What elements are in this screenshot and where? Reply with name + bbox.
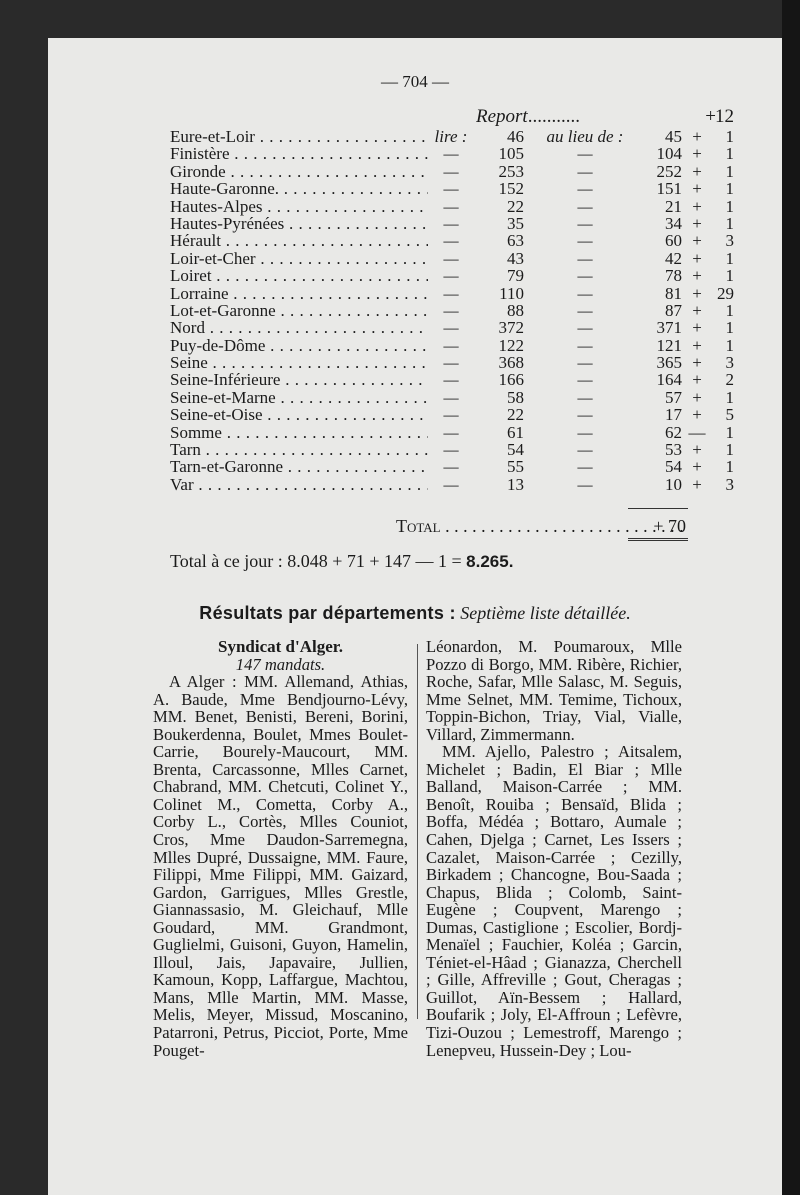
difference-value: 1 [725, 335, 734, 355]
total-rule-top [628, 508, 688, 509]
department-name: Hautes-Pyrénées . . . [170, 215, 428, 233]
difference-value: 1 [725, 127, 734, 146]
department-name: Loiret . . . [170, 267, 428, 285]
table-row [170, 406, 740, 423]
difference-sign: + [692, 440, 702, 460]
difference-sign: + [692, 248, 702, 268]
difference-sign: + [692, 213, 702, 233]
new-value: 22 [507, 196, 524, 216]
au-lieu-column: — [577, 370, 593, 390]
difference-value: 1 [725, 300, 734, 320]
old-value: 53 [665, 440, 682, 460]
difference-value: 29 [717, 283, 734, 303]
au-lieu-column: — [577, 318, 593, 338]
syndicat-title: Syndicat d'Alger. [217, 637, 343, 656]
lire-column: — [443, 318, 459, 338]
new-value: 58 [507, 387, 524, 407]
difference-value: 1 [725, 266, 734, 286]
table-row [170, 232, 740, 249]
department-name: Loir-et-Cher . . . [170, 250, 428, 268]
lire-column: — [443, 196, 459, 216]
heading-italic: Septième liste détaillée. [460, 603, 631, 623]
left-column [153, 638, 408, 1059]
new-value: 35 [507, 213, 524, 233]
au-lieu-column: au lieu de : [546, 127, 624, 146]
column-divider [417, 644, 418, 1019]
lire-column: — [443, 179, 459, 199]
difference-sign: + [692, 370, 702, 390]
new-value: 372 [498, 318, 524, 338]
report-label: Report [476, 106, 528, 127]
new-value: 43 [507, 248, 524, 268]
department-name: Seine-et-Oise . . . [170, 406, 428, 424]
table-row [170, 285, 740, 302]
au-lieu-column: — [577, 300, 593, 320]
department-name: Haute-Garonne. . . . [170, 180, 428, 198]
table-row [170, 267, 740, 284]
left-column-text: A Alger : MM. Allemand, Athias, A. Baude, Mme Bendjourno-Lévy, MM. Benet, Benisti, Bereni, Borini, Boukerdenna, Boulet, Mmes Boulet-Carrie, Bourely-Maucourt, MM. Brenta, Carcassonne, Mlles Carnet, Chabrand, MM. Chetcuti, Colinet Y., Colinet M., Cometta, Corby A., Corby L., Cortès, Mlles Couniot, Cros, Mme Daudon-Sarremegna, Mlles Dupré, Dussaigne, MM. Faure, Filippi, Mme Filippi, MM. Gaizard, Gardon, Garrigues, Mlles Grestle, Giannassasio, M. Gleichauf, Mlle Goudard, MM. Grandmont, Guglielmi, Guisoni, Guyon, Hamelin, Illoul, Jais, Japavaire, Jullien, Kamoun, Kopp, Laffargue, Machtou, Mans, Mlle Martin, MM. Masse, Melis, Meyer, Missud, Moscanino, Patarroni, Petrus, Picciot, Porte, Mme Pouget- [153, 672, 408, 1060]
lire-column: — [443, 161, 459, 181]
au-lieu-column: — [577, 335, 593, 355]
new-value: 88 [507, 300, 524, 320]
new-value: 105 [498, 144, 524, 164]
page-number: — 704 — [381, 72, 449, 91]
grand-total-text: Total à ce jour : 8.048 + 71 + 147 — 1 = [170, 551, 467, 571]
difference-value: 1 [725, 422, 734, 442]
table-row [170, 128, 740, 145]
au-lieu-column: — [577, 283, 593, 303]
difference-sign: + [692, 196, 702, 216]
old-value: 164 [656, 370, 682, 390]
old-value: 34 [665, 213, 682, 233]
new-value: 54 [507, 440, 524, 460]
old-value: 45 [665, 127, 682, 146]
au-lieu-column: — [577, 196, 593, 216]
new-value: 122 [498, 335, 524, 355]
department-name: Eure-et-Loir . . . [170, 128, 428, 146]
difference-value: 1 [725, 179, 734, 199]
department-name: Nord . . . [170, 319, 428, 337]
new-value: 110 [499, 283, 524, 303]
table-row [170, 371, 740, 388]
table-row [170, 354, 740, 371]
difference-value: 1 [725, 248, 734, 268]
au-lieu-column: — [577, 405, 593, 425]
difference-sign: + [692, 335, 702, 355]
mandats-count: 147 mandats. [235, 654, 326, 674]
lire-column: — [443, 370, 459, 390]
difference-sign: + [692, 457, 702, 477]
correction-table [170, 128, 740, 493]
old-value: 60 [665, 231, 682, 251]
report-value: 12 [715, 106, 734, 127]
difference-sign: + [692, 283, 702, 303]
new-value: 166 [498, 370, 524, 390]
page-edge-strip [782, 0, 800, 1195]
lire-column: — [443, 213, 459, 233]
difference-value: 5 [725, 405, 734, 425]
au-lieu-column: — [577, 179, 593, 199]
table-row [170, 180, 740, 197]
new-value: 55 [507, 457, 524, 477]
department-name: Seine-Inférieure . . . [170, 371, 428, 389]
new-value: 368 [498, 353, 524, 373]
au-lieu-column: — [577, 353, 593, 373]
department-name: Tarn . . . [170, 441, 428, 459]
difference-value: 3 [725, 353, 734, 373]
old-value: 104 [656, 144, 682, 164]
old-value: 17 [665, 405, 682, 425]
table-row [170, 215, 740, 232]
new-value: 46 [507, 127, 524, 146]
difference-sign: + [692, 266, 702, 286]
old-value: 62 [665, 422, 682, 442]
new-value: 152 [498, 179, 524, 199]
new-value: 13 [507, 474, 524, 494]
new-value: 253 [498, 161, 524, 181]
grand-total-result: 8.265. [466, 552, 514, 571]
right-column-text-2: MM. Ajello, Palestro ; Aitsalem, Michelet ; Badin, El Biar ; Mlle Balland, Maison-Carrée ; MM. Benoît, Rouiba ; Bensaïd, Blida ; Boffa, Médéa ; Bottaro, Aumale ; Cahen, Djelga ; Carnet, Les Issers ; Cazalet, Maison-Carrée ; Cezilly, Birkadem ; Chancogne, Bou-Saada ; Chapus, Blida ; Colomb, Saint-Eugène ; Coupvent, Marengo ; Dumas, Castiglione ; Escolier, Bordj-Menaïel ; Fauchier, Koléa ; Garcin, Téniet-el-Hâad ; Gianazza, Cherchell ; Gille, Affreville ; Gout, Cheragas ; Guillot, Aïn-Bessem ; Hallard, Boufarik ; Joly, El-Affroun ; Lefèvre, Tizi-Ouzou ; Lemestroff, Marengo ; Lenepveu, Hussein-Dey ; Lou- [426, 742, 682, 1060]
old-value: 57 [665, 387, 682, 407]
total-value: + 70 [653, 516, 686, 536]
difference-sign: + [692, 231, 702, 251]
difference-sign: + [692, 353, 702, 373]
old-value: 371 [656, 318, 682, 338]
total-label: Total [396, 516, 441, 536]
old-value: 365 [656, 353, 682, 373]
table-row [170, 424, 740, 441]
old-value: 78 [665, 266, 682, 286]
lire-column: — [443, 144, 459, 164]
department-name: Lot-et-Garonne . . . [170, 302, 428, 320]
lire-column: — [443, 353, 459, 373]
table-row [170, 250, 740, 267]
lire-column: — [443, 457, 459, 477]
department-name: Seine-et-Marne . . . [170, 389, 428, 407]
old-value: 121 [656, 335, 682, 355]
new-value: 61 [507, 422, 524, 442]
difference-value: 1 [725, 318, 734, 338]
lire-column: — [443, 248, 459, 268]
difference-sign: — [688, 422, 706, 442]
lire-column: — [443, 440, 459, 460]
department-name: Hérault . . . [170, 232, 428, 250]
difference-sign: + [692, 474, 702, 494]
lire-column: — [443, 231, 459, 251]
difference-value: 1 [725, 161, 734, 181]
table-row [170, 198, 740, 215]
department-name: Lorraine . . . [170, 285, 428, 303]
department-name: Puy-de-Dôme . . . [170, 337, 428, 355]
au-lieu-column: — [577, 231, 593, 251]
department-name: Seine . . . [170, 354, 428, 372]
department-name: Var . . . [170, 476, 428, 494]
difference-sign: + [692, 144, 702, 164]
heading-bold: Résultats par départements : [199, 603, 456, 623]
lire-column: — [443, 283, 459, 303]
difference-sign: + [692, 127, 702, 146]
old-value: 81 [665, 283, 682, 303]
lire-column: — [443, 405, 459, 425]
table-row [170, 458, 740, 475]
lire-column: — [443, 387, 459, 407]
new-value: 63 [507, 231, 524, 251]
au-lieu-column: — [577, 144, 593, 164]
old-value: 252 [656, 161, 682, 181]
difference-sign: + [692, 300, 702, 320]
difference-value: 1 [725, 144, 734, 164]
au-lieu-column: — [577, 457, 593, 477]
lire-column: — [443, 300, 459, 320]
report-sign: + [705, 106, 716, 127]
department-name: Finistère . . . [170, 145, 428, 163]
difference-value: 3 [725, 474, 734, 494]
difference-value: 2 [725, 370, 734, 390]
table-row [170, 163, 740, 180]
document-page [48, 38, 782, 1195]
new-value: 79 [507, 266, 524, 286]
table-row [170, 302, 740, 319]
right-column [426, 638, 682, 1059]
au-lieu-column: — [577, 161, 593, 181]
difference-sign: + [692, 179, 702, 199]
old-value: 10 [665, 474, 682, 494]
lire-column: — [443, 266, 459, 286]
difference-value: 3 [725, 231, 734, 251]
lire-column: — [443, 474, 459, 494]
table-row [170, 441, 740, 458]
section-heading [48, 603, 782, 624]
lire-column: — [443, 335, 459, 355]
report-dots: ........... [527, 106, 580, 127]
lire-column: — [443, 422, 459, 442]
old-value: 151 [656, 179, 682, 199]
au-lieu-column: — [577, 474, 593, 494]
au-lieu-column: — [577, 440, 593, 460]
au-lieu-column: — [577, 213, 593, 233]
right-column-text-1: Léonardon, M. Poumaroux, Mlle Pozzo di Borgo, MM. Ribère, Richier, Roche, Safar, Mlle Salasc, M. Seguis, Mme Selnet, MM. Temime, Tichoux, Toppin-Bichon, Triay, Vial, Vialle, Villard, Zimmermann. [426, 637, 682, 744]
table-row [170, 337, 740, 354]
lire-column: lire : [434, 127, 468, 146]
difference-sign: + [692, 387, 702, 407]
total-rule-double [628, 538, 688, 543]
old-value: 54 [665, 457, 682, 477]
table-row [170, 145, 740, 162]
old-value: 42 [665, 248, 682, 268]
difference-sign: + [692, 405, 702, 425]
au-lieu-column: — [577, 387, 593, 407]
au-lieu-column: — [577, 248, 593, 268]
new-value: 22 [507, 405, 524, 425]
table-row [170, 389, 740, 406]
table-row [170, 476, 740, 493]
difference-value: 1 [725, 457, 734, 477]
difference-value: 1 [725, 213, 734, 233]
au-lieu-column: — [577, 422, 593, 442]
old-value: 87 [665, 300, 682, 320]
difference-sign: + [692, 318, 702, 338]
department-name: Somme . . . [170, 424, 428, 442]
department-name: Tarn-et-Garonne . . . [170, 458, 428, 476]
difference-value: 1 [725, 440, 734, 460]
difference-value: 1 [725, 387, 734, 407]
table-row [170, 319, 740, 336]
au-lieu-column: — [577, 266, 593, 286]
department-name: Hautes-Alpes . . . [170, 198, 428, 216]
department-name: Gironde . . . [170, 163, 428, 181]
grand-total [170, 551, 513, 572]
difference-sign: + [692, 161, 702, 181]
report-line [476, 106, 734, 128]
difference-value: 1 [725, 196, 734, 216]
old-value: 21 [665, 196, 682, 216]
